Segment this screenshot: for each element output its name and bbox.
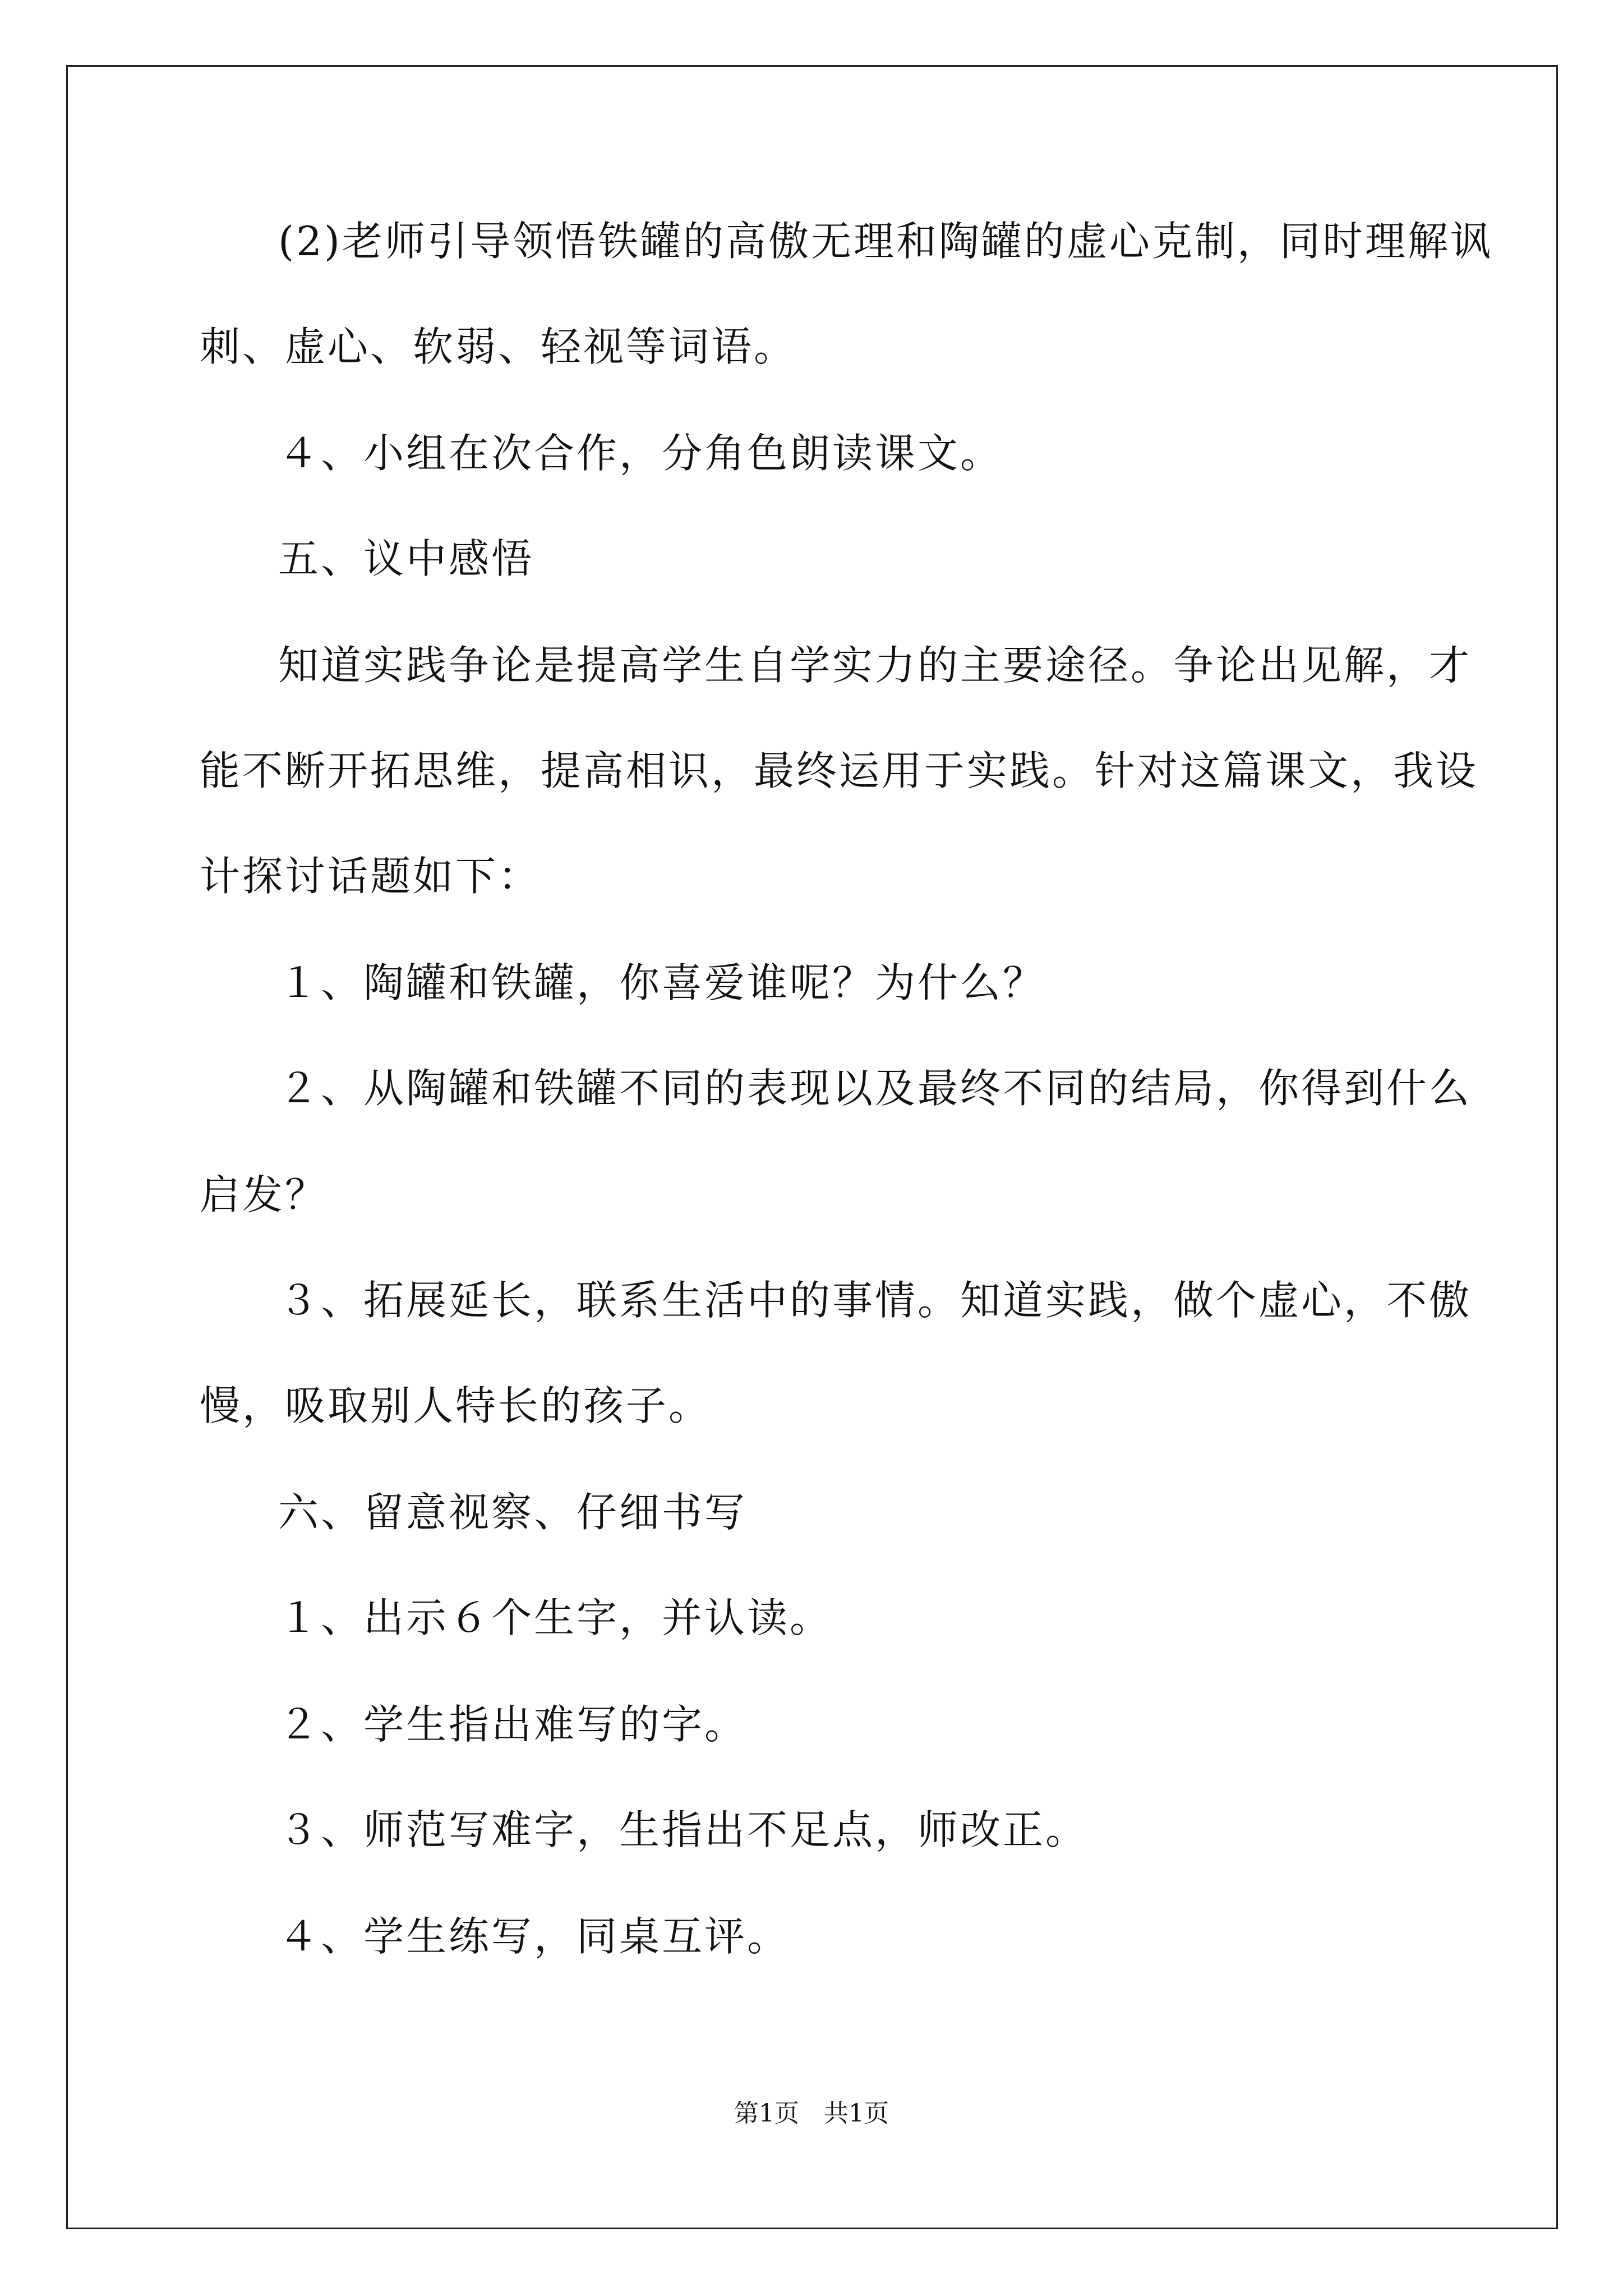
list-item: ３、师范写难字，生指出不足点，师改正。 bbox=[278, 1806, 1089, 1853]
text-line-6: 能不断开拓思维，提高相识，最终运用于实践。针对这篇课文，我设 bbox=[200, 747, 1479, 794]
list-item: ３、拓展延长，联系生活中的事情。知道实践，做个虚心，不傲 bbox=[278, 1277, 1472, 1324]
text-line-12: 慢，吸取别人特长的孩子。 bbox=[200, 1382, 712, 1429]
page-frame bbox=[66, 65, 1558, 2229]
list-item: ２、从陶罐和铁罐不同的表现以及最终不同的结局，你得到什么 bbox=[278, 1065, 1472, 1112]
text-line-2: 刺、虚心、软弱、轻视等词语。 bbox=[200, 323, 797, 370]
page-number-footer: 第1页 共1页 bbox=[734, 2099, 889, 2128]
section-heading-6: 六、留意视察、仔细书写 bbox=[278, 1489, 748, 1536]
list-item: ４、学生练写，同桌互评。 bbox=[278, 1913, 790, 1960]
text-line-10: 启发？ bbox=[200, 1171, 328, 1218]
list-item: １、陶罐和铁罐，你喜爱谁呢？为什么？ bbox=[278, 959, 1046, 1006]
text-line-5: 知道实践争论是提高学生自学实力的主要途径。争论出见解，才 bbox=[278, 642, 1472, 689]
list-item: １、出示６个生字，并认读。 bbox=[278, 1594, 833, 1641]
text-line-7: 计探讨话题如下： bbox=[200, 853, 541, 900]
section-heading-5: 五、议中感悟 bbox=[278, 535, 534, 582]
text-line-3: ４、小组在次合作，分角色朗读课文。 bbox=[278, 430, 1003, 477]
list-item: ２、学生指出难写的字。 bbox=[278, 1701, 748, 1748]
text-line-1: (2)老师引导领悟铁罐的高傲无理和陶罐的虚心克制，同时理解讽 bbox=[278, 218, 1493, 265]
